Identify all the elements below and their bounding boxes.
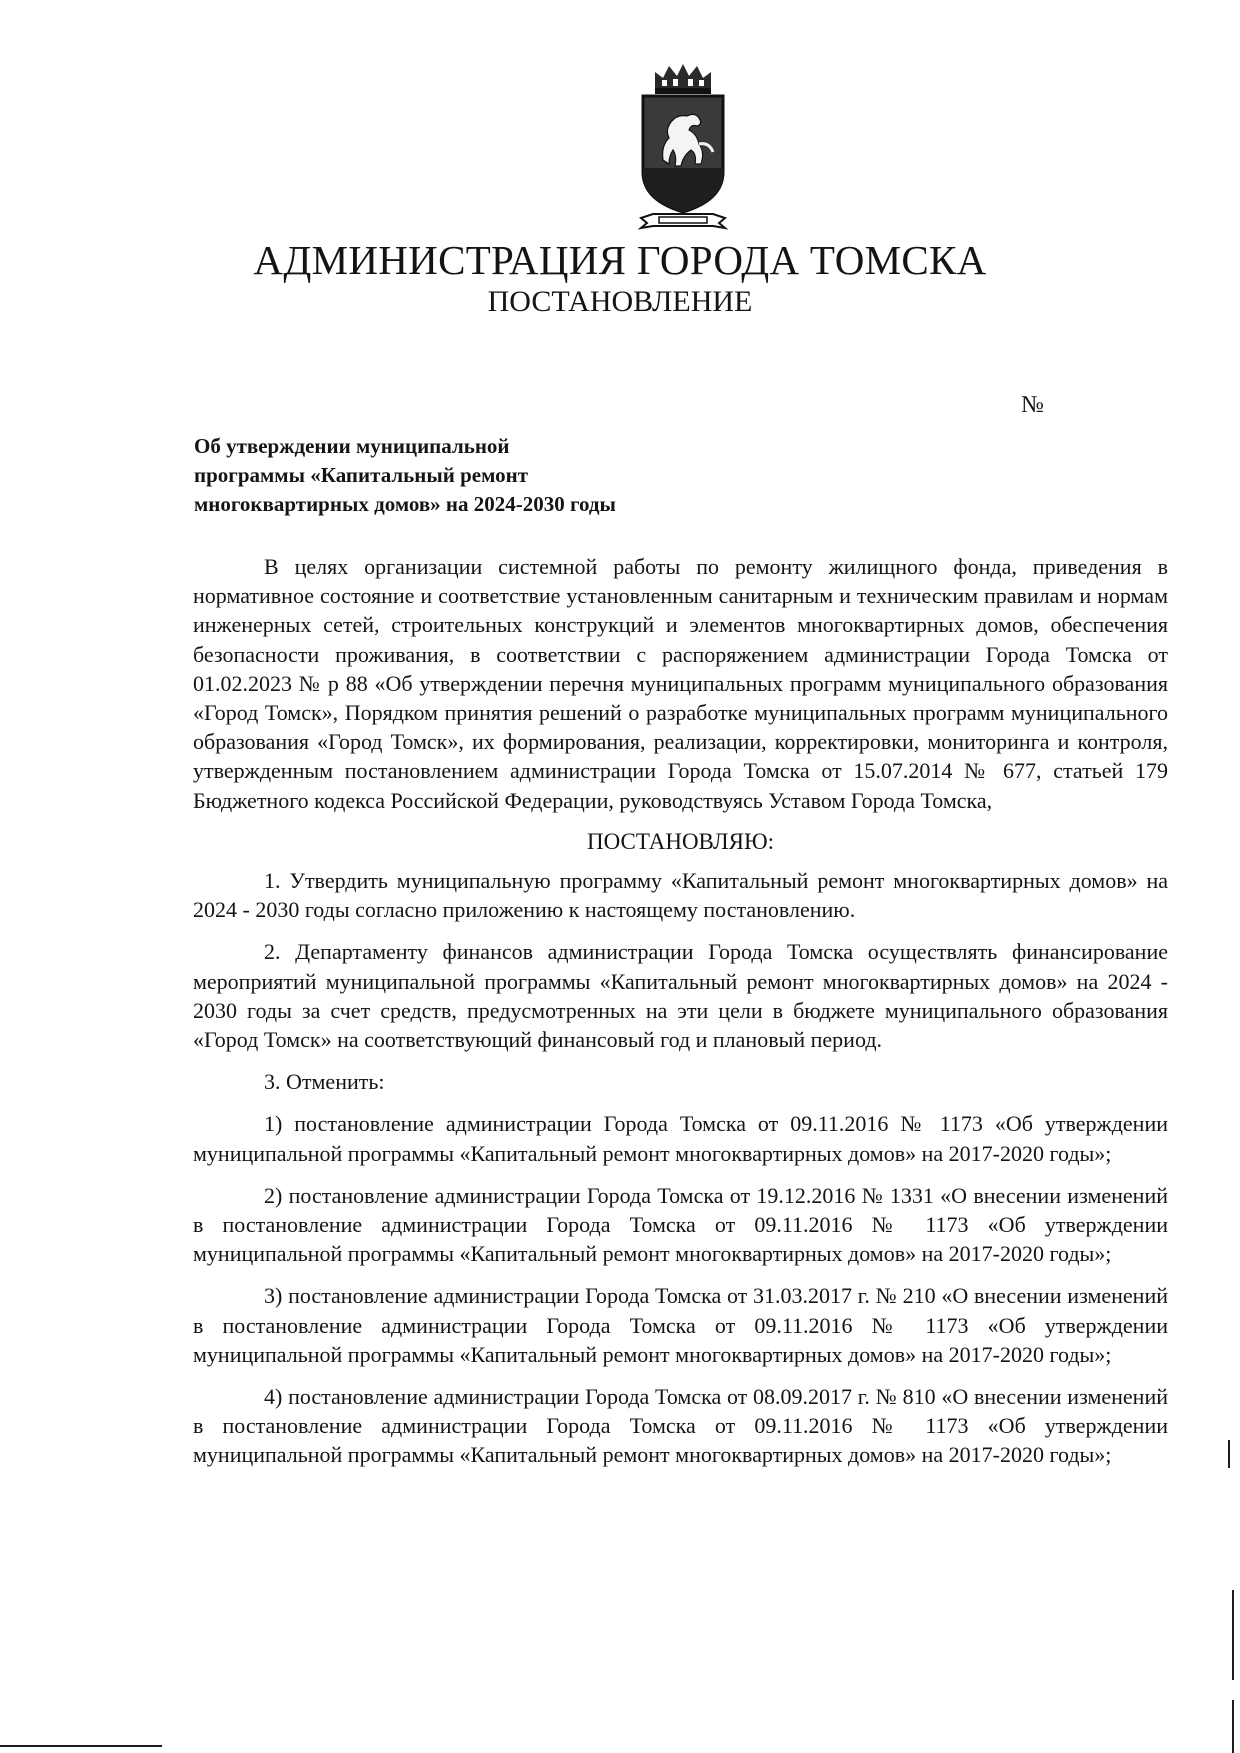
coat-of-arms-icon [633, 60, 733, 236]
scan-artifact [1232, 1590, 1234, 1680]
document-body [193, 552, 1168, 1483]
decree-item: 2. Департаменту финансов администрации Города Томска осуществлять финансирование мероприятий муниципальной программы «Капитальный ремонт многоквартирных домов» на 2024 - 2030 годы за счет средств, предусмотренных на эти цели в бюджете муниципального образования «Город Томск» на соответствующий финансовый год и плановый период. [193, 939, 1168, 1053]
revoked-act-item: 4) постановление администрации Города Томска от 08.09.2017 г. № 810 «О внесении изменений в постановление администрации Города Томска от 09.11.2016 № 1173 «Об утверждении муниципальной программы «Капитальный ремонт многоквартирных домов» на 2017-2020 годы»; [193, 1384, 1168, 1468]
decree-item: 1. Утвердить муниципальную программу «Капитальный ремонт многоквартирных домов» на 2024 - 2030 годы согласно приложению к настоящему постановлению. [193, 868, 1168, 923]
organization-title: АДМИНИСТРАЦИЯ ГОРОДА ТОМСКА [253, 237, 987, 283]
decree-heading: ПОСТАНОВЛЯЮ: [586, 828, 774, 854]
document-number-sign: № [1021, 392, 1044, 418]
scan-artifact [1228, 1440, 1230, 1468]
subject-line: программы «Капитальный ремонт [194, 463, 529, 487]
subject-line: Об утверждении муниципальной [194, 434, 510, 458]
preamble-paragraph: В целях организации системной работы по ремонту жилищного фонда, приведения в нормативное состояние и соответствие установленным санитарным и техническим правилам и нормам инженерных сетей, строительных конструкций и элементов многоквартирных домов, обеспечения безопасности проживания, в соответствии с распоряжением администрации Города Томска от 01.02.2023 № р 88 «Об утверждении перечня муниципальных программ муниципального образования «Город Томск», Порядком принятия решений о разработке муниципальных программ муниципального образования «Город Томск», их формирования, реализации, корректировки, мониторинга и контроля, утвержденным постановлением администрации Города Томска от 15.07.2014 № 677, статьей 179 Бюджетного кодекса Российской Федерации, руководствуясь Уставом Города Томска, [193, 554, 1168, 813]
subject-line: многоквартирных домов» на 2024-2030 годы [194, 492, 616, 516]
scan-artifact [1232, 1700, 1234, 1753]
revoked-act-item: 3) постановление администрации Города Томска от 31.03.2017 г. № 210 «О внесении изменений в постановление администрации Города Томска от 09.11.2016 № 1173 «Об утверждении муниципальной программы «Капитальный ремонт многоквартирных домов» на 2017-2020 годы»; [193, 1283, 1168, 1367]
revoked-act-item: 2) постановление администрации Города Томска от 19.12.2016 № 1331 «О внесении изменений в постановление администрации Города Томска от 09.11.2016 № 1173 «Об утверждении муниципальной программы «Капитальный ремонт многоквартирных домов» на 2017-2020 годы»; [193, 1182, 1168, 1267]
decree-item: 3. Отменить: [264, 1069, 385, 1095]
scan-artifact [0, 1745, 162, 1747]
document-subject [194, 432, 754, 519]
revoked-act-item: 1) постановление администрации Города Томска от 09.11.2016 № 1173 «Об утверждении муниципальной программы «Капитальный ремонт многоквартирных домов» на 2017-2020 годы»; [193, 1111, 1168, 1166]
document-type: ПОСТАНОВЛЕНИЕ [487, 285, 753, 318]
